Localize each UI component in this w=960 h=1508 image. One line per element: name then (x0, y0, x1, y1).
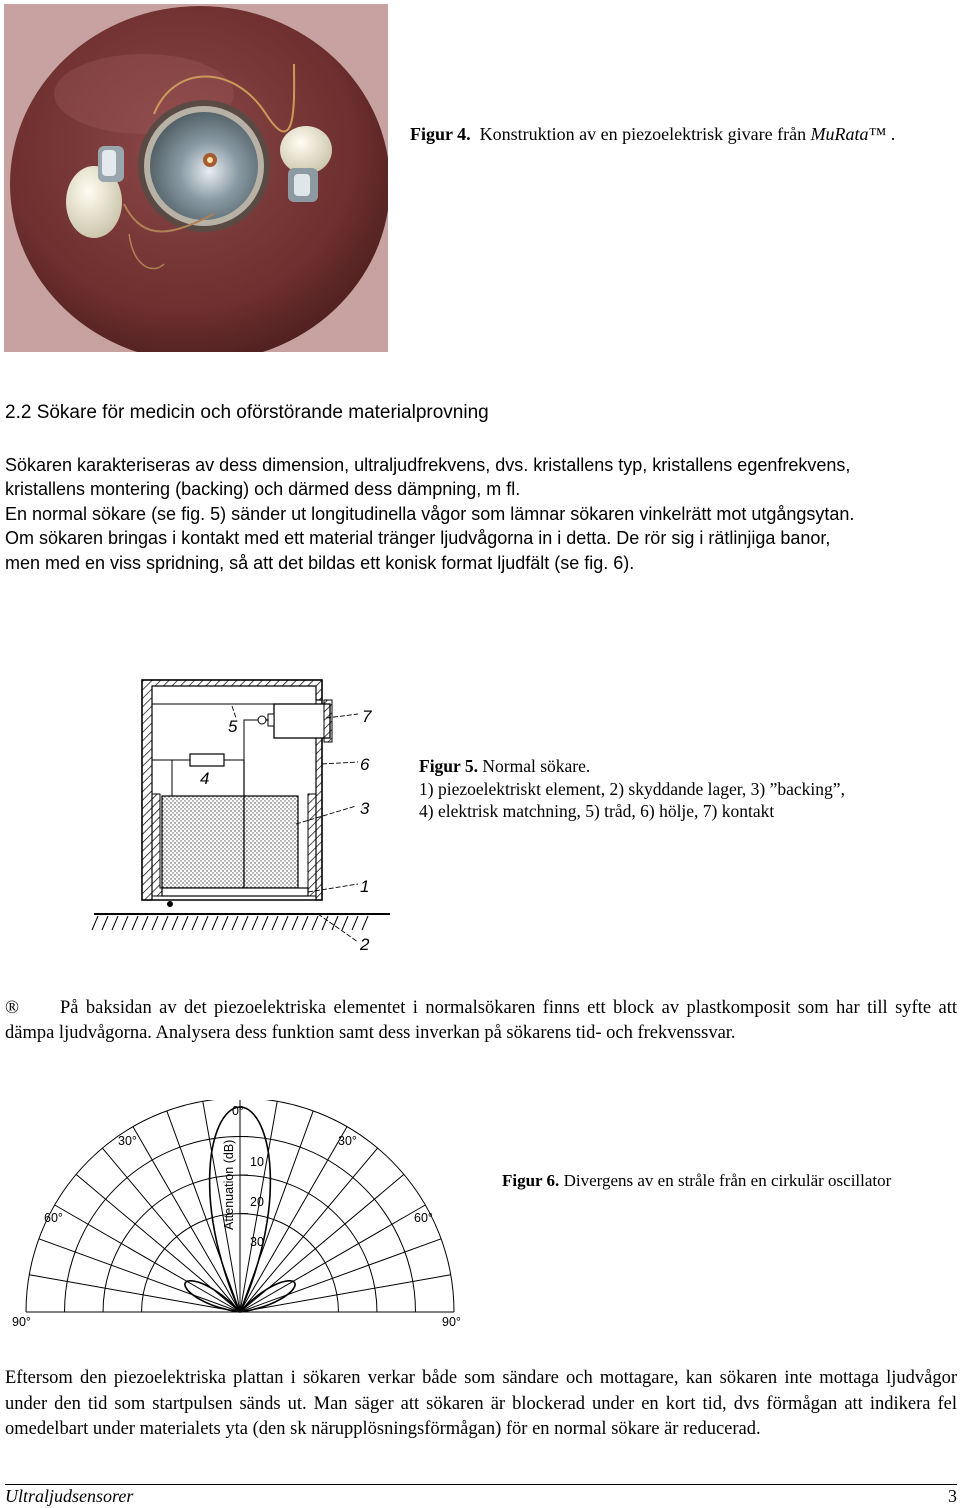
paragraph-1-line: Om sökaren bringas i kontakt med ett material tränger ljudvågorna in i detta. De rör sig i rätlinjiga banor, (5, 528, 831, 549)
question-paragraph (5, 996, 957, 1046)
angle-label-30-right: 30° (338, 1134, 357, 1148)
paragraph-1 (5, 453, 957, 575)
footer-divider (5, 1484, 957, 1485)
radial-tick-30: 30 (250, 1235, 264, 1249)
normal-probe-diagram (90, 674, 390, 958)
paragraph-1-line: men med en viss spridning, så att det bildas ett konisk format ljudfält (se fig. 6). (5, 552, 635, 573)
figure-5-legend-line: 4) elektrisk matchning, 5) tråd, 6) hölje, 7) kontakt (419, 801, 775, 821)
section-heading: 2.2 Sökare för medicin och oförstörande materialprovning (5, 402, 489, 423)
part-number-6: 6 (360, 755, 370, 774)
radial-axis-label: Attenuation (dB) (222, 1139, 236, 1230)
angle-label-90-left: 90° (12, 1315, 31, 1329)
part-number-2: 2 (360, 935, 370, 954)
paragraph-2: Eftersom den piezoelektriska plattan i sökaren verkar både som sändare och mottagare, kan sökaren inte mottaga ljudvågor under den tid som startpulsen sänds ut. Man säger att sökaren är blockerad under en kort tid, dvs förmågan att indikera fel omedelbart under materialets yta (den sk närupplösningsförmågan) för en normal sökare är reducerad. (5, 1368, 957, 1439)
figure-5-legend-line: 1) piezoelektriskt element, 2) skyddande lager, 3) ”backing”, (419, 778, 845, 799)
figure-6-text: Divergens av en stråle från en cirkulär oscillator (563, 1171, 892, 1190)
footer-title: Ultraljudsensorer (5, 1486, 134, 1506)
page-number: 3 (948, 1486, 957, 1506)
radial-tick-10: 10 (250, 1155, 264, 1169)
angle-label-0: 0° (232, 1104, 244, 1118)
paragraph-1-line: En normal sökare (se fig. 5) sänder ut longitudinella vågor som lämnar sökaren vinkelrätt mot utgångsytan. (5, 503, 855, 524)
angle-label-60-right: 60° (414, 1211, 433, 1225)
transducer-photo (4, 4, 388, 352)
figure-6-caption (502, 1171, 891, 1191)
radial-tick-20: 20 (250, 1195, 264, 1209)
part-number-1: 1 (360, 877, 370, 896)
figure-5-title: Normal sökare. (482, 756, 591, 776)
figure-6-label: Figur 6. (502, 1171, 560, 1190)
beam-divergence-polar-plot (10, 1100, 470, 1332)
angle-label-60-left: 60° (44, 1211, 63, 1225)
figure-5-label: Figur 5. (419, 756, 478, 776)
part-number-5: 5 (228, 717, 238, 736)
question-text: På baksidan av det piezoelektriska elementet i normalsökaren finns ett block av plastkomposit som har till syfte att dämpa ljudvågorna. Analysera dess funktion samt dess inverkan på sökarens tid- och frekvenssvar. (5, 998, 957, 1043)
angle-label-30-left: 30° (118, 1134, 137, 1148)
paragraph-1-line: kristallens montering (backing) och därmed dess dämpning, m fl. (5, 479, 521, 500)
figure-4-label: Figur 4. (410, 124, 471, 144)
question-mark: ® (5, 998, 20, 1018)
paragraph-1-line: Sökaren karakteriseras av dess dimension, ultraljudfrekvens, dvs. kristallens typ, kristallens egenfrekvens, (5, 455, 851, 475)
figure-4-caption (410, 124, 895, 145)
figure-4-text: Konstruktion av en piezoelektrisk givare från (479, 124, 807, 144)
figure-4-brand: MuRata™ (810, 124, 887, 144)
part-number-7: 7 (362, 707, 372, 726)
figure-4-end: . (890, 124, 896, 144)
figure-5-caption (419, 755, 939, 823)
polar-grid (26, 1100, 454, 1312)
part-number-4: 4 (200, 769, 210, 788)
angle-label-90-right: 90° (442, 1315, 461, 1329)
part-number-3: 3 (360, 799, 370, 818)
